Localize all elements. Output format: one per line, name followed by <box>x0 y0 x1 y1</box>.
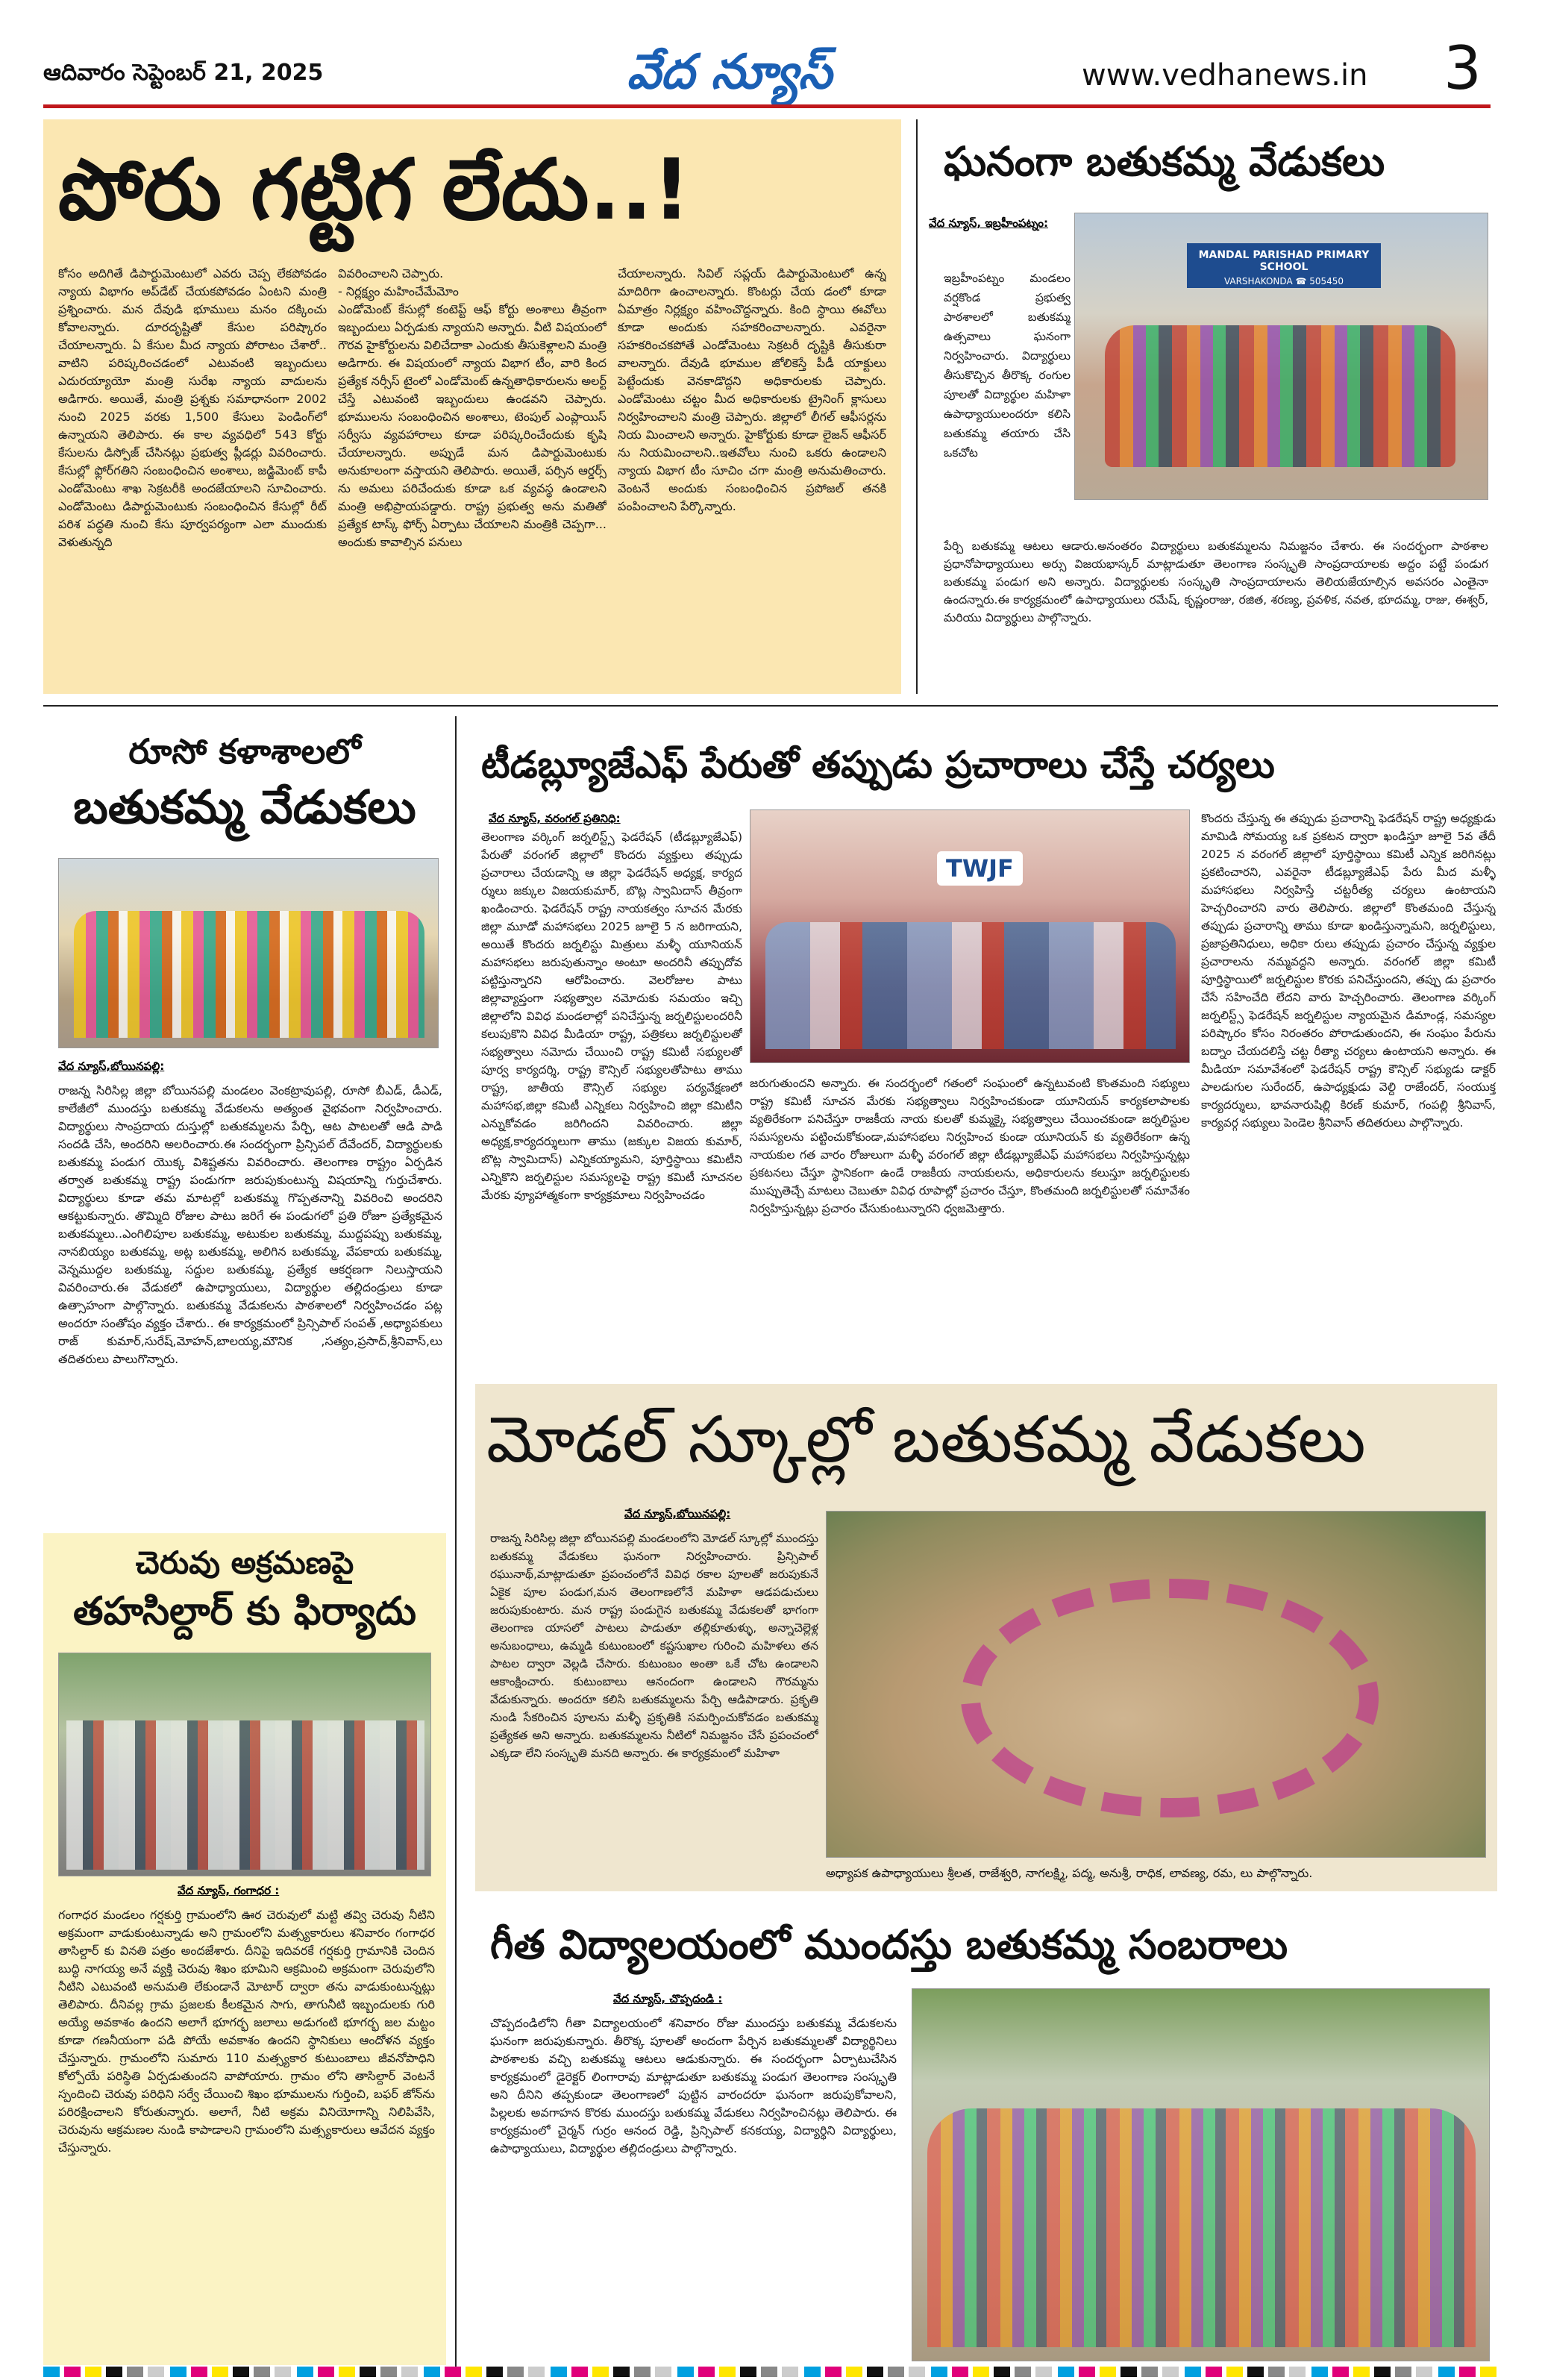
students-dancing <box>927 2108 1476 2347</box>
geetha-byline: వేద న్యూస్, చొప్పదండి : <box>613 1992 723 2005</box>
geetha-story <box>475 1910 1497 2365</box>
school-sign-title: MANDAL PARISHAD PRIMARY SCHOOL <box>1198 249 1370 273</box>
twjf-story <box>466 716 1499 1350</box>
bathukamma-top-byline: వేద న్యూస్, ఇబ్రహీంపట్నం: <box>929 216 1049 230</box>
press-meet-people <box>765 922 1176 1049</box>
masthead-rule <box>43 104 1491 108</box>
model-school-byline: వేద న్యూస్,బోయినపల్లి: <box>624 1507 731 1521</box>
lead-story <box>43 119 901 694</box>
circle-of-dancers <box>961 1579 1379 1817</box>
model-school-photo <box>826 1511 1486 1858</box>
twjf-col-1: తెలంగాణ వర్కింగ్ జర్నలిస్ట్స్ ఫెడరేషన్ (టీడబ్ల్యూజేఎఫ్) పేరుతో వరంగల్ జిల్లాలో కొందరు వ్యక్తులు తప్పుడు ప్రచారాలు చేయడాన్ని ఆ జిల్లా ఫెడరేషన్ అధ్యక్ష, కార్యద ర్శులు జక్కుల విజయకుమార్, బొట్ల స్వామిదాస్ తీవ్రంగా ఖండించారు. ఫెడరేషన్ రాష్ట్ర నాయకత్వం సూచన మేరకు జిల్లా మూడో మహాసభలు 2025 జూలై 5 న జరిగాయని, అయితే కొందరు జర్నలిస్టు మిత్రులు మళ్ళీ యూనియన్ మహాసభలు జరుపుతున్నాం అంటూ అందరినీ తప్పుదోవ పట్టిస్తున్నారని ఆరోపించారు. వెలరోజుల పాటు జిల్లావ్యాప్తంగా సభ్యత్వాల నమోదుకు సమయం ఇచ్చి జిల్లాలోని వివిధ మండలాల్లో పనిచేస్తున్న జర్నలిస్టులందరినీ కలుపుకొని వివిధ మీడియా రాష్ట్ర, పత్రికలు జర్నలిస్టులతో సభ్యత్వాలు నమోదు చేయించి రాష్ట్ర కమిటీ సభ్యులతో పూర్వ కార్యదర్శి, రాష్ట్ర కౌన్సిల్ సభ్యులతోపాటు తాము రాష్ట్ర, జాతీయ కౌన్సిల్ సభ్యుల పర్యవేక్షణలో మహాసభ,జిల్లా కమిటీ ఎన్నికలు నిర్వహించి జిల్లా కమిటీని ఎన్నుకోవడం జరిగిందని వివరించారు. జిల్లా అధ్యక్ష,కార్యదర్శులుగా తాము (జక్కుల విజయ కుమార్, బొట్ల స్వామిదాస్) ఎన్నికయ్యామని, పూర్తిస్థాయి కమిటీని ఎన్నికొని జర్నలిస్టుల సమస్యలపై రాష్ట్ర కమిటీ సూచనల మేరకు వ్యూహాత్మకంగా కార్యక్రమాలు నిర్వహించడం <box>481 830 742 1202</box>
bathukamma-top-story <box>929 119 1496 694</box>
issue-date: ఆదివారం సెప్టెంబర్ 21, 2025 <box>43 60 324 86</box>
bathukamma-top-photo <box>1074 213 1488 500</box>
cheruvu-story <box>43 1533 446 2365</box>
print-color-bar <box>43 2367 1498 2377</box>
website-url: www.vedhanews.in <box>1082 58 1368 93</box>
page-number: 3 <box>1444 34 1482 103</box>
model-school-text: రాజన్న సిరిసిల్ల జిల్లా బోయినపల్లి మండలంలోని మోడల్ స్కూల్లో ముందస్తు బతుకమ్మ వేడుకలు ఘనంగా నిర్వహించారు. ప్రిన్సిపాల్ రఘునాథ్,మాట్లాడుతూ ప్రపంచంలోనే వివిధ రకాల పూలతో జరుపుకునే ఏకైక పూల పండుగ,మన తెలంగాణలోనే మహిళా ఆడపడుచులు జరుపుకుంటారు. మన రాష్ట్ర పండుగైన బతుకమ్మ వేడుకలతో భాగంగా తెలంగాణ యాసలో పాటలు పాడుతూ తల్లికూతుళ్ళు, అన్నాచెల్లెళ్ల అనుబంధాలు, ఉమ్మడి కుటుంబంలో కష్టసుఖాల గురించి మహిళలు తన పాటల ద్వారా వెల్లడి చేసారు. కుటుంబం అంతా ఒకే చోట ఉండాలని ఆకాంక్షించారు. కుటుంబాలు ఆనందంగా ఉండాలని గౌరమ్మను వేడుకున్నారు. అందరూ కలిసి బతుకమ్మలను పేర్చి ఆడిపాడారు. ప్రకృతి నుండి సేకరించిన పూలను మళ్ళీ ప్రకృతికి సమర్పించుకోవడం బతుకమ్మ ప్రత్యేకత అని అన్నారు. బతుకమ్మలను నీటిలో నిమజ్జనం చేసే ప్రపంచంలో ఎక్కడా లేని సంస్కృతి మనది అన్నారు. ఈ కార్యక్రమంలో మహిళా <box>490 1532 818 1760</box>
lead-col-2: వివరించాలని చెప్పారు. - నిర్లక్ష్యం మహించేమేమోం ఎండోమెంట్ కేసుల్లో కంటెప్ట్ ఆఫ్ కోర్టు అంశాలు తీవ్రంగా ఇబ్బందులు ఏర్పడుకు న్యాయని అన్నారు. వీటి విషయంలో గౌరవ హైకోర్టులను విలిచేదాకా ఎందుకు తీసుకెళ్లాలని మంత్రి అడిగారు. ఈ విషయంలో న్యాయ విభాగ టీం, వారి కింద ప్రత్యేక నర్సీస్ టైంలో ఎండోమెంట్ ఉన్నతాధికారులను అలర్ట్ చేస్తే ఎటువంటి ఇబ్బందులు ఉండవని చెప్పారు. భూములను సంబంధించిన అంశాలు, టెంపుల్ ఎంప్లాయిస్ సర్వీసు వ్యవహారాలు కూడా పరిష్కరించేందుకు కృషి చేయాలన్నారు. అప్పుడే మన డిపార్టుమెంటుకు అనుకూలంగా వస్తాయని తెలిపారు. అయితే, పర్సిన ఆర్డర్స్ ను అమలు పరిచేందుకు కూడా ఒక వ్యవస్థ ఉండాలని మంత్రి అభిప్రాయపడ్డారు. రాష్ట్ర ప్రభుత్వ అను మతితో ప్రత్యేక టాస్క్ ఫోర్స్ ఏర్పాటు చేయాలని మంత్రికి చెప్పగా... అందుకు కావాల్సిన పనులు <box>338 266 607 549</box>
model-school-story <box>475 1384 1497 1891</box>
villagers-group <box>66 1720 424 1870</box>
school-signboard <box>1187 243 1381 288</box>
geetha-text: చొప్పదండిలోని గీతా విద్యాలయంలో శనివారం రోజు ముందస్తు బతుకమ్మ వేడుకలను ఘనంగా జరుపుకున్నారు. తీరొక్క పూలతో అందంగా పేర్చిన బతుకమ్మలతో విద్యార్థినిలు పాఠశాలకు వచ్చి బతుకమ్మ ఆటలు ఆడుకున్నారు. ఈ సందర్భంగా ఏర్పాటుచేసిన కార్యక్రమంలో డైరెక్టర్ లింగారావు మాట్లాడుతూ బతుకమ్మ పండుగ తెలంగాణ సంస్కృతి అని దీనిని తప్పకుండా తెలంగాణలో పుట్టిన వారందరూ ఘనంగా జరుపుకోవాలని, పిల్లలకు అవగాహన కొరకు ముందస్తు బతుకమ్మ వేడుకలు నిర్వహించినట్లు తెలిపారు. ఈ కార్యక్రమంలో చైర్మన్ గుర్రం ఆనంద రెడ్డి, ప్రిన్సిపాల్ కనకయ్య, విద్యార్థిని విద్యార్థులు, ఉపాధ్యాయులు, విద్యార్థుల తల్లిదండ్రులు పాల్గొన్నారు. <box>490 2016 897 2155</box>
school-sign-subtitle: VARSHAKONDA ☎ 505450 <box>1223 276 1344 286</box>
geetha-headline: గీత విద్యాలయంలో ముందస్తు బతుకమ్మ సంబరాలు <box>490 1921 1288 1968</box>
twjf-headline: టీడబ్ల్యూజేఎఫ్ పేరుతో తప్పుడు ప్రచారాలు చేస్తే చర్యలు <box>481 743 1275 786</box>
ruso-headline-2: బతుకమ్మ వేడుకలు <box>73 780 416 834</box>
model-school-caption: అధ్యాపక ఉపాధ్యాయులు శ్రీలత, రాజేశ్వరి, నాగలక్ష్మి, పద్మ, అనుశ్రీ, రాధిక, లావణ్య, రమ, లు పాల్గొన్నారు. <box>826 1866 1313 1880</box>
lead-col-3: చేయాలన్నారు. సివిల్ సప్లయ్ డిపార్టుమెంటులో ఉన్న మాదిరిగా ఉంచాలన్నారు. కొంటర్లు చేయ డంలో కూడా ఏమాత్రం నిర్లక్ష్యం వహించొద్దన్నారు. కింది స్థాయి ఈవోలు కూడా అందుకు సహకరించాలన్నారు. ఎవరైనా సహకరించకపోతే ఎండోమెంటు సెక్రటరీ దృష్టికి తీసుకురా వాలన్నారు. దేవుడి భూముల జోలికెస్తే పీడీ యాక్టులు పెట్టేందుకు వెనకాడొద్దని అధికారులకు చెప్పారు. ఎండోమెంటు చట్టం మీద అధికారులకు ట్రైనింగ్ క్లాసులు నిర్వహించాలని మంత్రి చెప్పారు. జిల్లాలో లీగల్ ఆఫీసర్లను నియ మించాలని అన్నారు. హైకోర్టుకు కూడా లైజన్ ఆఫీసర్ ను నియమించాలని..ఇతవోలు నుంచి ఒకరు ఉండాలని న్యాయ విభాగ టీం సూచిం చగా మంత్రి అనుమతించారు. వెంటనే అందుకు సంబంధించిన ప్రపోజల్ తనకి పంపించాలని పేర్కొన్నారు. <box>618 266 886 513</box>
ruso-byline: వేద న్యూస్,బోయినపల్లి: <box>58 1059 165 1073</box>
ruso-headline-1: రూసో కళాశాలలో <box>128 731 361 771</box>
twjf-banner: TWJF <box>937 851 1023 886</box>
twjf-photo <box>750 809 1190 1063</box>
cheruvu-headline-1: చెరువు అక్రమణపై <box>135 1544 354 1581</box>
twjf-byline: వేద న్యూస్, వరంగల్ ప్రతినిధి: <box>489 812 621 825</box>
model-school-headline: మోడల్ స్కూల్లో బతుకమ్మ వేడుకలు <box>486 1403 1366 1477</box>
masthead <box>0 0 1542 112</box>
twjf-col-3: కొందరు చేస్తున్న ఈ తప్పుడు ప్రచారాన్ని ఫెడరేషన్ రాష్ట్ర అధ్యక్షుడు మామిడి సోమయ్య ఒక ప్రకటన ద్వారా ఖండిస్తూ జూలై 5వ తేదీ 2025 న వరంగల్ జిల్లాలో పూర్తిస్థాయి కమిటీ ఎన్నిక జరిగినట్లు ప్రకటించారని, ఎవరైనా టీడబ్ల్యూజేఎఫ్ పేరు మీద మళ్ళీ మహాసభలు నిర్వహిస్తే చట్టరీత్య చర్యలు ఉంటాయని హెచ్చరించారని వారు తెలిపారు. జిల్లాలో కొంతమంది చేస్తున్న తప్పుడు ప్రచారాన్ని తాము కూడా ఖండిస్తున్నామని, జర్నలిస్టులు, ప్రజాప్రతినిధులు, అధికా రులు తప్పుడు ప్రచారం చేస్తున్న వ్యక్తుల ప్రచారాలను నమ్మవద్దని అన్నారు. వరంగల్ జిల్లా కమిటీ పూర్తిస్థాయిలో జర్నలిస్టుల కొరకు పనిచేస్తుందని, తప్పు డు ప్రచారం చేసే సహించేది లేదని వారు హెచ్చరించారు. తెలంగాణ వర్కింగ్ జర్నలిస్ట్స్ ఫెడరేషన్ జర్నలిస్టుల న్యాయమైన డిమాండ్ల, సమస్యల పరిష్కారం కోసం నిరంతరం పోరాడుతుందని, ఈ సంఘం పేరును బద్నాం చేయదలిస్తే చట్ట రీత్యా చర్యలు ఉంటాయని అన్నారు. ఈ మీడియా సమావేశంలో ఫెడరేషన్ రాష్ట్ర కౌన్సిల్ సభ్యుడు డాక్టర్ పాలడుగుల సురేందర్, ఉపాధ్యక్షుడు వెల్ది రాజేందర్, సంయుక్త కార్యదర్శులు, భావనారుషిల్లి కిరణ్ కుమార్, గంపల్లి శ్రీనివాస్, కార్యవర్గ సభ్యులు పెండెల శ్రీనివాస్ తదితరులు పాల్గొన్నారు. <box>1201 812 1496 1130</box>
cheruvu-headline-2: తహసిల్దార్ కు ఫిర్యాదు <box>73 1589 416 1634</box>
geetha-photo <box>912 1988 1490 2361</box>
bathukamma-top-bottom-text: పేర్చి బతుకమ్మ ఆటలు ఆడారు.అనంతరం విద్యార్థులు బతుకమ్మలను నిమజ్జనం చేశారు. ఈ సందర్భంగా పాఠశాల ప్రధానోపాధ్యాయులు అర్సు విజయభాస్కర్ మాట్లాడుతూ తెలంగాణ సంస్కృతి సాంప్రదాయాలకు అద్దం పట్టే పండుగ బతుకమ్మ పండుగ అని అన్నారు. విద్యార్థులకు సంస్కృతి సాంప్రదాయాలను తెలియజేయాల్సిన అవసరం ఎంతైనా ఉందన్నారు.ఈ కార్యక్రమంలో ఉపాధ్యాయులు రమేష్, కృష్ణంరాజు, రజిత, శరణ్య, ప్రవళిక, నవత, భూదమ్మ, రాజు, ఈశ్వర్, మరియు విద్యార్థులు పాల్గొన్నారు. <box>944 539 1488 624</box>
bathukamma-top-headline: ఘనంగా బతుకమ్మ వేడుకలు <box>944 138 1385 185</box>
column-rule <box>916 119 918 694</box>
group-of-students <box>1105 325 1455 467</box>
ruso-story <box>43 716 446 1507</box>
lead-headline: పోరు గట్టిగ లేదు..! <box>58 142 691 239</box>
lead-col-1: కోసం అదిగితే డిపార్టుమెంటులో ఎవరు చెప్ప లేకపోవడం న్యాయ విభాగం అప్‌డేట్ చేయకపోవడం ఏంటని మంత్రి ప్రశ్నించారు. మన దేవుడి భూములు మనం దక్కించు కోవాలన్నారు. దూరదృష్టితో కేసుల పరిష్కారం చేయాలన్నారు. ఏ కేసుల మీద న్యాయ పోరాటం చేశారో.. వాటిని పరిష్కరించడంలో ఎటువంటి ఇబ్బందులు ఎదురయ్యాయో మంత్రి సురేఖ న్యాయ వాదులను అడిగారు. అయితే, మంత్రి ప్రశ్నకు సమాధానంగా 2002 నుంచి 2025 వరకు 1,500 కేసులు పెండింగ్‌లో ఉన్నాయని తెలిపారు. ఈ కాల వ్యవధిలో 543 కోర్టు కేసులను డిస్పోజ్ చేసినట్లు ప్రభుత్వ ప్లీడర్లు వివరించారు. కేసుల్లో ఫ్లోర్‌గతిని సంబంధించిన అంశాలు, జడ్జిమెంట్ కాపీ ఎండోమెంటు శాఖ సెక్రటరీకి అందజేయాలని సూచించారు. ఎండోమెంటు డిపార్టుమెంటుకు సంబంధించిన కేసుల్లో రీట్ పరిశ పద్ధతి నుంచి కేసు పూర్వపర్యంగా ఎలా ముందుకు వెళుతున్నది <box>58 266 327 549</box>
ruso-photo <box>58 858 439 1048</box>
ruso-text: రాజన్న సిరిసిల్ల జిల్లా బోయినపల్లి మండలం వెంకట్రావుపల్లి, రూసో బీఎడ్, డీఎడ్, కాలేజీలో ముందస్తు బతుకమ్మ వేడుకలను అత్యంత వైభవంగా నిర్వహించారు. విద్యార్థులు సాంప్రదాయ దుస్తుల్లో బతుకమ్మలను పేర్చి, ఆట పాటలతో ఆడి పాడి సందడి చేసి, అందరిని అలరించారు.ఈ సందర్భంగా ప్రిన్సిపల్ దేవేందర్, విద్యార్థులకు బతుకమ్మ పండుగ యొక్క విశిష్టతను వివరించారు. తెలంగాణ రాష్ట్రం ఏర్పడిన తర్వాత బతుకమ్మ రాష్ట్ర పండుగగా జరుపుకుంటున్న విషయాన్ని గుర్తుచేశారు. విద్యార్థులు కూడా తమ మాటల్లో బతుకమ్మ గొప్పతనాన్ని వివరించి అందరిని ఆకట్టుకున్నారు. తొమ్మిది రోజుల పాటు జరిగే ఈ పండుగలో ప్రతి రోజూ ప్రత్యేకమైన బతుకమ్మలు..ఎంగిలిపూల బతుకమ్మ, అటుకుల బతుకమ్మ, ముద్దపప్పు బతుకమ్మ, నానబియ్యం బతుకమ్మ, అట్ల బతుకమ్మ, అలిగిన బతుకమ్మ, వేపకాయ బతుకమ్మ, వెన్నముద్దల బతుకమ్మ, సద్దుల బతుకమ్మ, ప్రత్యేక ఆకర్షణగా నిలుస్తాయని వివరించారు.ఈ వేడుకలో ఉపాధ్యాయులు, విద్యార్థుల తల్లిదండ్రులు కూడా ఉత్సాహంగా పాల్గొన్నారు. బతుకమ్మ వేడుకలను పాఠశాలలో నిర్వహించడం పట్ల అందరూ సంతోషం వ్యక్తం చేశారు.. ఈ కార్యక్రమంలో ప్రిన్సిపాల్ సంపత్ ,అధ్యాపకులు రాజ్ కుమార్,సురేష్,మోహన్,బాలయ్య,మౌనిక ,సత్యం,ప్రసాద్,శ్రీనివాస్,లు తదితరులు పాలుగొన్నారు. <box>58 1083 442 1366</box>
bathukamma-women-row <box>74 911 424 1038</box>
column-rule <box>455 716 457 2373</box>
cheruvu-byline: వేద న్యూస్, గంగాధర : <box>178 1884 280 1897</box>
section-rule <box>43 705 1498 707</box>
cheruvu-photo <box>58 1653 431 1876</box>
bathukamma-top-side-text: ఇబ్రహీంపట్నం మండలం వర్షకొండ ప్రభుత్వ పాఠశాలలో బతుకమ్మ ఉత్సవాలు ఘనంగా నిర్వహించారు. విద్యార్థులు తీసుకొచ్చిన తీరొక్క రంగుల పూలతో విద్యార్థుల మహిళా ఉపాధ్యాయులందరూ కలిసి బతుకమ్మ తయారు చేసి ఒకచోట <box>944 272 1071 460</box>
cheruvu-text: గంగాధర మండలం గర్షకుర్తి గ్రామంలోని ఊర చెరువులో మట్టి తవ్వి చెరువు నీటిని అక్రమంగా వాడుకుంటున్నాడు అని గ్రామంలోని మత్స్యకారులు శనివారం గంగాధర తాసిల్దార్ కు వినతి పత్రం అందజేశారు. దీనిపై ఇదివరకే గర్షకుర్తి గ్రామానికి చెందిన బుద్ధి నాగయ్య అనే వ్యక్తి చెరువు శిఖం భూమిని ఆక్రమించి అక్రమంగా చెరువులోని నీటిని ఎటువంటి అనుమతి లేకుండానే మోటార్ ద్వారా తను వాడుకుంటున్నట్లు తెలిపారు. దీనివల్ల గ్రామ ప్రజలకు కీలకమైన సాగు, తాగునీటి ఇబ్బందులకు గురి అయ్యే అవకాశం ఉందని అలాగే భూగర్భ జలాలు అడుగంటి భూగర్భ జల మట్టం కూడా గణనీయంగా పడి పోయే అవకాశం ఉందని స్థానికులు ఆందోళన వ్యక్తం చేస్తున్నారు. గ్రామంలోని సుమారు 110 మత్స్యకార కుటుంబాలు జీవనోపాధిని కోల్పోయే పరిస్థితి ఏర్పడుతుందని వాపోయారు. గ్రామం లోని తాసిల్దార్ వెంటనే స్పందించి చెరువు పరిధిని సర్వే చేయించి శిఖం భూములను గుర్తించి, బఫర్ జోన్‌ను పరిరక్షించాలని కోరుతున్నారు. అలాగే, నీటి అక్రమ వినియోగాన్ని నిలిపివేసి, చెరువును ఆక్రమణల నుండి కాపాడాలని గ్రామంలోని మత్స్యకారులు ఆవేదన వ్యక్తం చేస్తున్నారు. <box>58 1908 435 2155</box>
twjf-col-2: జరుగుతుందని అన్నారు. ఈ సందర్భంలో గతంలో సంఘంలో ఉన్నటువంటి కొంతమంది సభ్యులు రాష్ట్ర కమిటీ సూచన మేరకు సభ్యత్వాలు నిర్వహించకుండా యూనియన్ కార్యకలాపాలకు వ్యతిరేకంగా పనిచేస్తూ రాజకీయ నాయ కులతో కుమ్మక్కై సభ్యత్వాలు చేయించకుండా జర్నలిస్టుల సమస్యలను పట్టించుకోకుండా,మహాసభలు నిర్వహించ కుండా యూనియన్ కు వ్యతిరేకంగా ఉన్న నాయకుల గత వారం రోజులుగా మళ్ళీ వరంగల్ జిల్లా టీడబ్ల్యూజేఎఫ్ మహాసభలు నిర్వహిస్తున్నట్లు ప్రకటనలు చేస్తూ స్థానికంగా ఉండే రాజకీయ నాయకులను, అధికారులను కలుస్తూ జర్నలిస్టులకు ముప్పుతెచ్చే మాటలు చెబుతూ వివిధ రూపాల్లో ప్రచారం చేస్తూ, కొంతమంది జర్నలిస్టులతో సమావేశం నిర్వహిస్తున్నట్లు ప్రచారం చేసుకుంటున్నారని ధ్వజమెత్తారు. <box>750 1077 1190 1215</box>
newspaper-logo: వేద న్యూస్ <box>627 45 832 100</box>
